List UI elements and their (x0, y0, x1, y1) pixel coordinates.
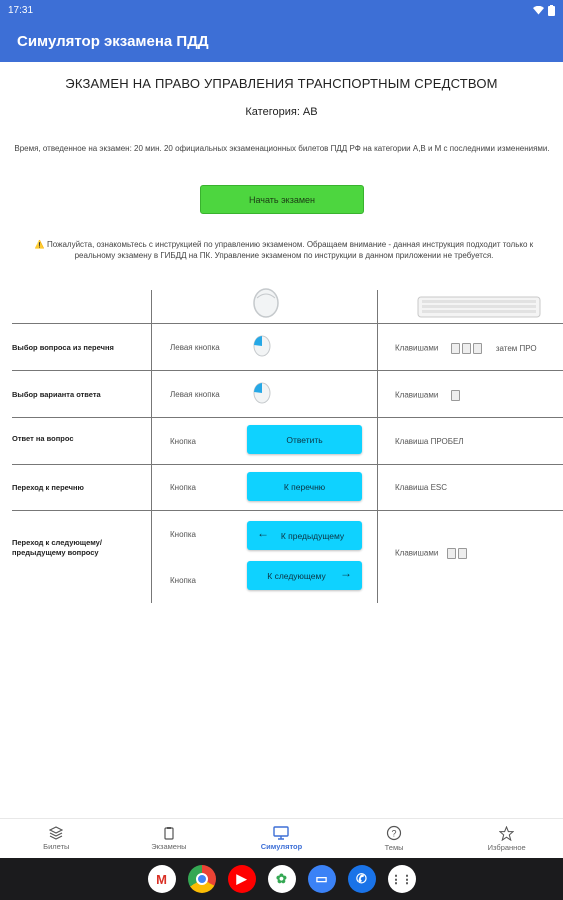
battery-icon (548, 5, 555, 16)
arrow-left-icon: ← (257, 526, 269, 540)
nav-simulator[interactable]: Симулятор (225, 819, 338, 858)
chrome-icon[interactable] (188, 865, 216, 893)
row-divider (12, 464, 563, 465)
row-divider (12, 370, 563, 371)
row-mouse-text: Кнопка (170, 437, 196, 446)
mouse-left-click-icon (250, 380, 274, 404)
time-note: Время, отведенное на экзамен: 20 мин. 20 официальных экзаменационных билетов ПДД РФ на категории А,В и М с последними изменениями. (14, 144, 550, 153)
status-icons (533, 5, 555, 16)
row-keys-text: Клавишами (395, 390, 460, 401)
simulator-content (0, 62, 563, 818)
row-divider (12, 510, 563, 511)
row-mouse-text: Левая кнопка (170, 343, 220, 352)
bottom-navigation (0, 818, 563, 858)
app-drawer-icon[interactable]: ⋮⋮ (388, 865, 416, 893)
nav-tickets[interactable]: Билеты (0, 819, 113, 858)
page-title: ЭКЗАМЕН НА ПРАВО УПРАВЛЕНИЯ ТРАНСПОРТНЫМ СРЕДСТВОМ (65, 76, 498, 91)
warning-note: ⚠️ Пожалуйста, ознакомьтесь с инструкцией по управлению экзаменом. Обращаем внимание - данная инструкция подходит только к реальному экзамену в ГИБДД на ПК. Управление экзаменом по инструкции в данном приложении не требуется. (34, 240, 534, 260)
answer-button[interactable]: Ответить (247, 425, 362, 454)
row-label: Выбор вопроса из перечня (12, 343, 114, 352)
youtube-icon[interactable]: ▶ (228, 865, 256, 893)
question-icon (386, 825, 402, 841)
previous-question-button[interactable]: ← К предыдущему (247, 521, 362, 550)
status-bar (0, 0, 563, 20)
mouse-left-click-icon (250, 333, 274, 357)
row-keys-text: Клавишами (395, 548, 467, 559)
nav-exams[interactable]: Экзамены (113, 819, 226, 858)
row-mouse-text: Кнопка (170, 483, 196, 492)
column-divider (377, 290, 378, 603)
to-list-button[interactable]: К перечню (247, 472, 362, 501)
start-exam-button[interactable]: Начать экзамен (200, 185, 364, 214)
row-label: Выбор варианта ответа (12, 390, 101, 399)
keyboard-icon (417, 294, 541, 318)
system-taskbar (0, 858, 563, 900)
photos-icon[interactable]: ✿ (268, 865, 296, 893)
row-keys-text: Клавишами затем ПРО (395, 343, 537, 353)
app-title: Симулятор экзамена ПДД (17, 32, 209, 50)
messages-icon[interactable]: ▭ (308, 865, 336, 893)
wifi-icon (533, 6, 544, 15)
row-label: Ответ на вопрос (12, 434, 74, 443)
controls-table (12, 290, 563, 603)
row-divider (12, 417, 563, 418)
mouse-icon (250, 284, 284, 320)
star-icon (499, 826, 514, 841)
row-keys-text: Клавиша ESC (395, 483, 448, 492)
arrow-right-icon: → (340, 566, 352, 580)
row-mouse-text: Левая кнопка (170, 390, 220, 399)
arrow-keys-icon (449, 344, 482, 353)
nav-favorites[interactable]: Избранное (450, 819, 563, 858)
phone-icon[interactable]: ✆ (348, 865, 376, 893)
clipboard-icon (162, 826, 176, 840)
gmail-icon[interactable]: M (148, 865, 176, 893)
row-label: Переход к следующему/ предыдущему вопросу (12, 538, 102, 557)
row-mouse-text: Кнопка (170, 576, 196, 585)
status-time: 17:31 (8, 4, 34, 16)
row-label: Переход к перечню (12, 483, 84, 492)
app-bar (0, 20, 563, 62)
nav-topics[interactable]: ? Темы (338, 819, 451, 858)
up-down-keys-icon (449, 391, 460, 400)
category-label: Категория: АВ (245, 106, 318, 118)
row-mouse-text: Кнопка (170, 530, 196, 539)
svg-text:?: ? (391, 828, 397, 839)
column-divider (151, 290, 152, 603)
next-question-button[interactable]: К следующему → (247, 561, 362, 590)
row-divider (12, 323, 563, 324)
monitor-icon (273, 826, 289, 840)
left-right-keys-icon (445, 549, 467, 558)
row-keys-text: Клавиша ПРОБЕЛ (395, 437, 464, 446)
layers-icon (49, 826, 63, 840)
